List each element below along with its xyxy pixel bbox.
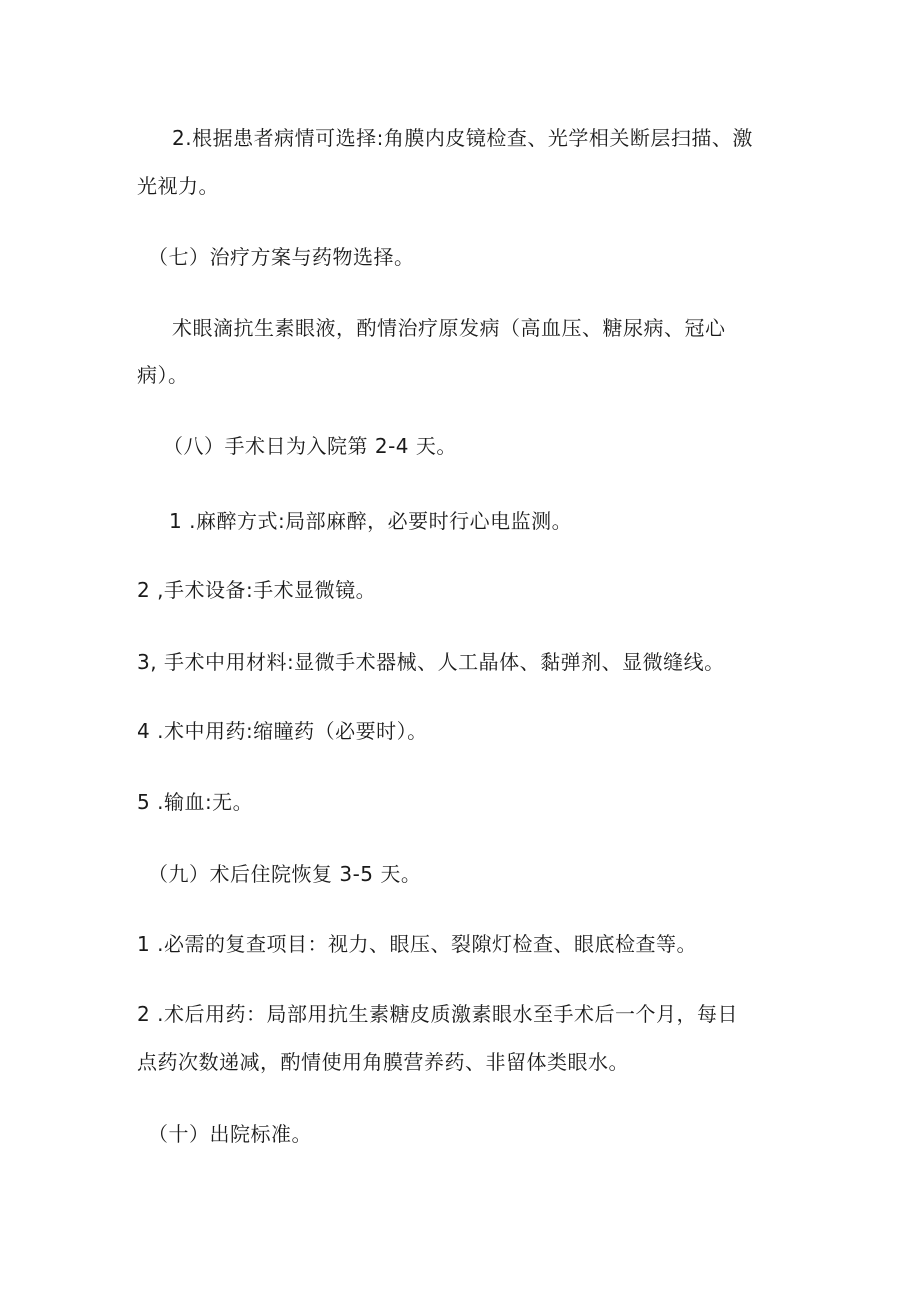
list-item: 4 .术中用药:缩瞳药（必要时）。 <box>137 719 428 743</box>
paragraph-line: 点药次数递减，酌情使用角膜营养药、非留体类眼水。 <box>137 1050 629 1074</box>
list-item: 2 ,手术设备:手术显微镜。 <box>137 578 377 602</box>
section-heading: （八）手术日为入院第 2-4 天。 <box>163 434 457 458</box>
list-item: 1 .必需的复查项目：视力、眼压、裂隙灯检查、眼底检查等。 <box>137 932 697 956</box>
section-heading: （九）术后住院恢复 3-5 天。 <box>148 862 422 886</box>
list-item: 1 .麻醉方式:局部麻醉，必要时行心电监测。 <box>169 509 573 533</box>
section-heading: （七）治疗方案与药物选择。 <box>148 245 415 269</box>
paragraph-line: 光视力。 <box>137 174 219 198</box>
list-item: 5 .输血:无。 <box>137 790 254 814</box>
section-heading: （十）出院标准。 <box>148 1122 312 1146</box>
paragraph-line: 2.根据患者病情可选择:角膜内皮镜检查、光学相关断层扫描、激 <box>172 126 753 150</box>
list-item: 3, 手术中用材料:显微手术器械、人工晶体、黏弹剂、显微缝线。 <box>137 650 725 674</box>
list-item: 2 .术后用药：局部用抗生素糖皮质激素眼水至手术后一个月，每日 <box>137 1002 738 1026</box>
paragraph-line: 术眼滴抗生素眼液，酌情治疗原发病（高血压、糖尿病、冠心 <box>172 316 726 340</box>
paragraph-line: 病）。 <box>137 363 189 387</box>
